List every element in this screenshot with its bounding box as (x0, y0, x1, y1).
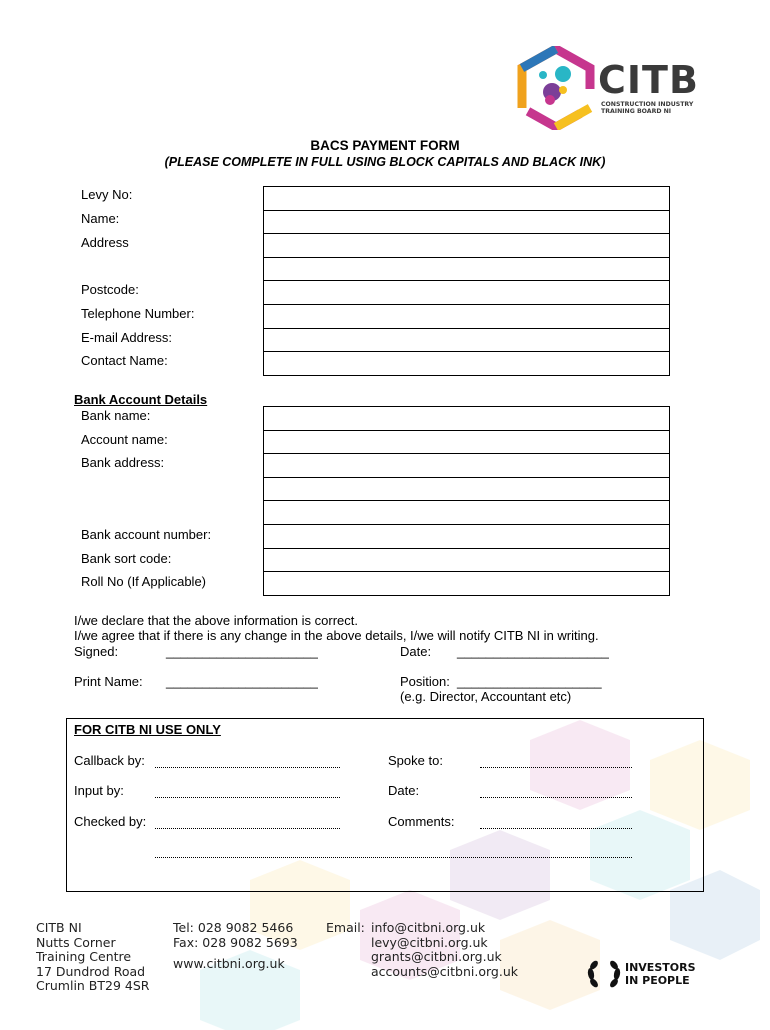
footer-email-label: Email: (326, 920, 365, 935)
email-info[interactable]: info@citbni.org.uk (371, 920, 486, 935)
field-address-1[interactable] (264, 234, 669, 258)
form-title: BACS PAYMENT FORM (310, 138, 460, 153)
field-bank-address-2[interactable] (264, 478, 669, 502)
field-postcode[interactable] (264, 281, 669, 305)
date-label: Date: (400, 644, 432, 659)
position-line[interactable]: ____________________ (457, 674, 602, 689)
signed-line[interactable]: _____________________ (166, 644, 318, 659)
investors-in-people-laurel-icon (585, 957, 623, 991)
comments-line-2[interactable] (155, 857, 632, 858)
comments-line[interactable] (480, 828, 632, 829)
label-roll-no: Roll No (If Applicable) (81, 574, 206, 589)
label-telephone: Telephone Number: (81, 306, 195, 321)
checked-label: Checked by: (74, 814, 147, 829)
investors-in-people-text: INVESTORS IN PEOPLE (625, 961, 696, 987)
position-label: Position: (400, 674, 450, 689)
label-postcode: Postcode: (81, 282, 139, 297)
field-levy[interactable] (264, 187, 669, 211)
footer-address: CITB NI Nutts Corner Training Centre 17 Dundrod Road Crumlin BT29 4SR (36, 920, 150, 994)
spoke-line[interactable] (480, 767, 632, 768)
spoke-label: Spoke to: (388, 753, 443, 768)
label-contact: Contact Name: (81, 353, 168, 368)
print-name-label: Print Name: (74, 674, 143, 689)
field-sort-code[interactable] (264, 549, 669, 573)
logo-name: CITB (598, 58, 699, 102)
form-subtitle: (PLEASE COMPLETE IN FULL USING BLOCK CAPITALS AND BLACK INK) (164, 155, 606, 169)
input-line[interactable] (155, 797, 340, 798)
office-date-line[interactable] (480, 797, 632, 798)
callback-label: Callback by: (74, 753, 145, 768)
label-name: Name: (81, 211, 120, 226)
label-email: E-mail Address: (81, 330, 173, 345)
field-roll-no[interactable] (264, 572, 669, 596)
label-bank-name: Bank name: (81, 408, 151, 423)
checked-line[interactable] (155, 828, 340, 829)
field-account-name[interactable] (264, 431, 669, 455)
email-accounts[interactable]: accounts@citbni.org.uk (371, 963, 518, 979)
email-grants[interactable]: grants@citbni.org.uk (371, 949, 502, 965)
field-bank-address-3[interactable] (264, 501, 669, 525)
citb-logo-hexagon (514, 46, 598, 130)
field-email[interactable] (264, 329, 669, 353)
office-use-box (66, 718, 704, 892)
office-use-heading: FOR CITB NI USE ONLY (74, 722, 221, 737)
field-name[interactable] (264, 211, 669, 235)
position-example: (e.g. Director, Accountant etc) (400, 689, 572, 704)
field-contact[interactable] (264, 352, 669, 376)
declaration-line-2: I/we agree that if there is any change in the above details, I/we will notify CITB NI in writing. (74, 628, 599, 643)
field-telephone[interactable] (264, 305, 669, 329)
field-bank-name[interactable] (264, 407, 669, 431)
label-address: Address (81, 235, 129, 250)
label-account-name: Account name: (81, 432, 168, 447)
input-label: Input by: (74, 783, 124, 798)
field-address-2[interactable] (264, 258, 669, 282)
print-name-line[interactable]: _____________________ (166, 674, 318, 689)
footer-web[interactable]: www.citbni.org.uk (173, 956, 285, 972)
field-account-number[interactable] (264, 525, 669, 549)
footer-phone: Tel: 028 9082 5466 Fax: 028 9082 5693 www.citbni.org.uk (173, 920, 298, 972)
label-sort-code: Bank sort code: (81, 551, 172, 566)
signed-label: Signed: (74, 644, 119, 659)
footer-emails (371, 921, 518, 979)
date-line[interactable]: _____________________ (457, 644, 609, 659)
bank-heading: Bank Account Details (74, 392, 208, 407)
field-bank-address-1[interactable] (264, 454, 669, 478)
label-levy: Levy No: (81, 187, 133, 202)
label-bank-address: Bank address: (81, 455, 165, 470)
label-account-number: Bank account number: (81, 527, 212, 542)
details-field-box (263, 186, 670, 376)
declaration-line-1: I/we declare that the above information is correct. (74, 613, 358, 628)
bank-field-box (263, 406, 670, 596)
logo-subtitle: CONSTRUCTION INDUSTRY TRAINING BOARD NI (601, 101, 694, 115)
comments-label: Comments: (388, 814, 455, 829)
callback-line[interactable] (155, 767, 340, 768)
email-levy[interactable]: levy@citbni.org.uk (371, 934, 488, 950)
office-date-label: Date: (388, 783, 420, 798)
